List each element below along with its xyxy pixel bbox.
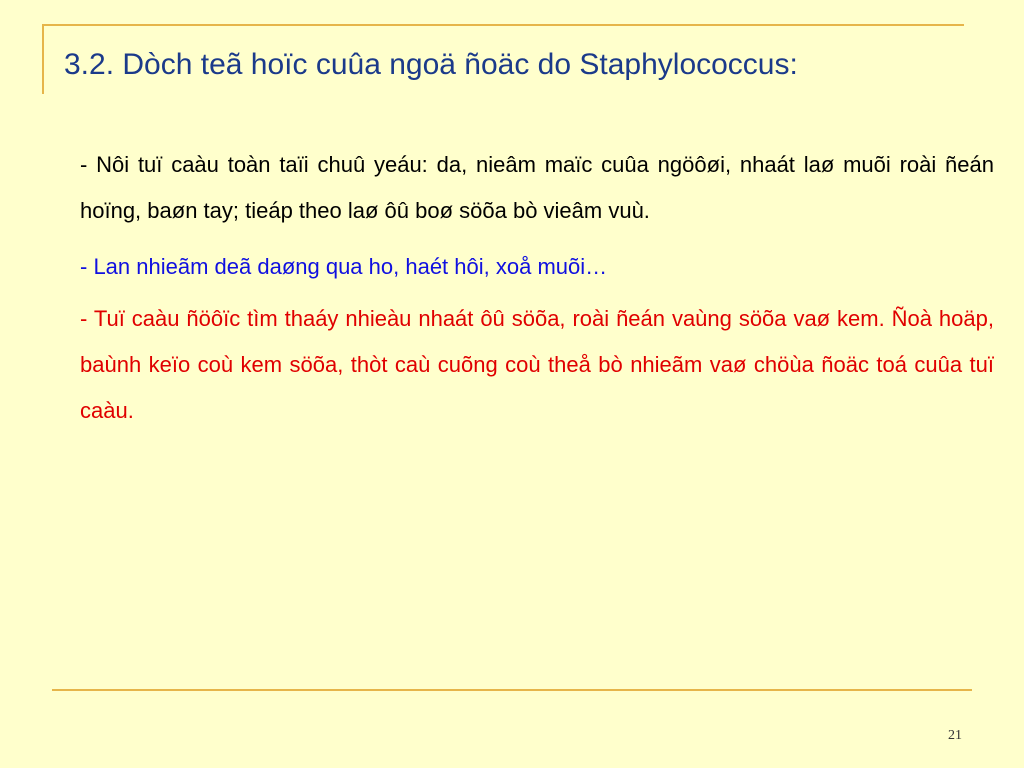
- slide-body: [80, 142, 994, 434]
- paragraph-source: - Nôi tuï caàu toàn taïi chuû yeáu: da, nieâm maïc cuûa ngöôøi, nhaát laø muõi roài ñeán hoïng, baøn tay; tieáp theo laø ôû boø söõa bò vieâm vuù.: [80, 152, 994, 223]
- left-divider: [42, 24, 44, 94]
- top-divider: [42, 24, 964, 26]
- slide-title: 3.2. Dòch teã hoïc cuûa ngoä ñoäc do Staphylococcus:: [64, 48, 798, 81]
- paragraph-transmission: - Lan nhieãm deã daøng qua ho, haét hôi, xoå muõi…: [80, 254, 608, 279]
- page-number: 21: [948, 728, 962, 743]
- bottom-divider: [52, 689, 972, 691]
- paragraph-foods: - Tuï caàu ñöôïc tìm thaáy nhieàu nhaát ôû söõa, roài ñeán vaùng söõa vaø kem. Ñoà hoäp, baùnh keïo coù kem söõa, thòt caù cuõng coù theå bò nhieãm vaø chöùa ñoäc toá cuûa tuï caàu.: [80, 306, 994, 423]
